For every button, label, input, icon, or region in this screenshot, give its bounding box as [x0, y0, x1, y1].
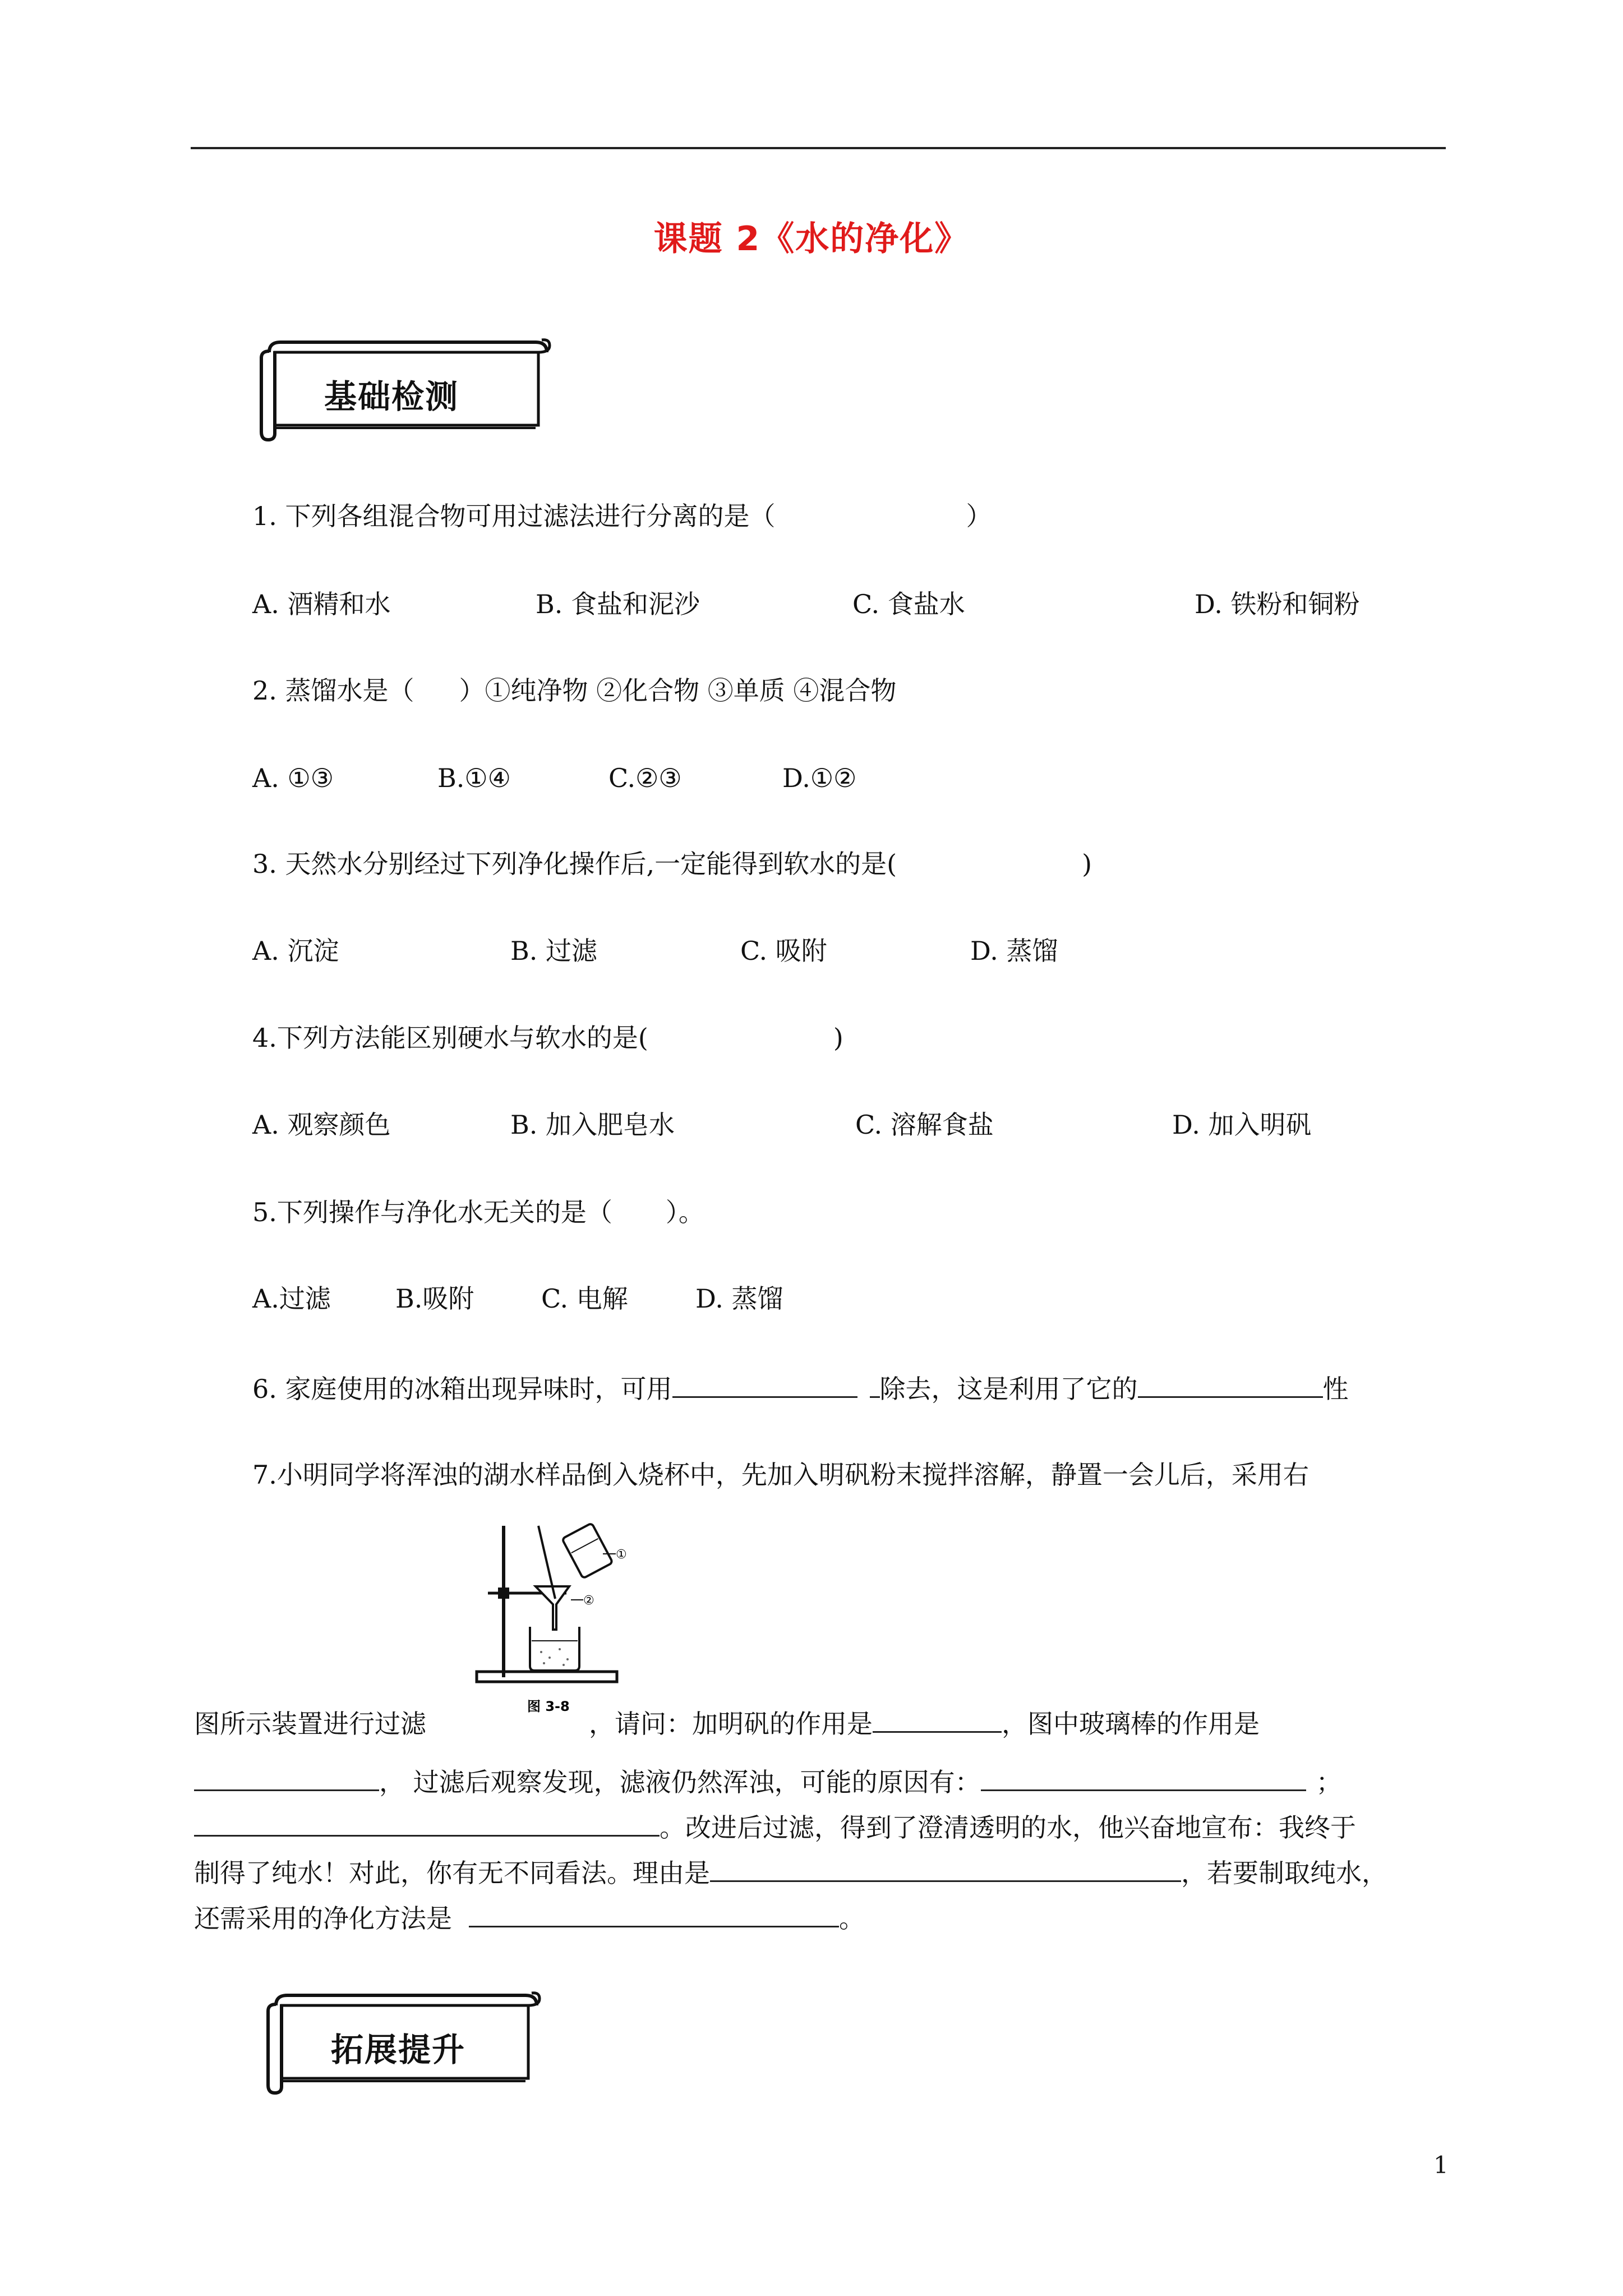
q3-option-c: C. 吸附 [740, 936, 827, 966]
q2-option-a: A. ①③ [252, 763, 334, 793]
q3-option-a: A. 沉淀 [252, 936, 339, 966]
q7-l3b: ； [1316, 1767, 1342, 1797]
question-7-line-3 [194, 1765, 1342, 1798]
q7-l3a: ， 过滤后观察发现，滤液仍然浑浊，可能的原因有： [379, 1767, 981, 1797]
q7-blank-reason-1[interactable] [981, 1765, 1306, 1791]
q2-option-b: B.①④ [437, 763, 511, 793]
question-7-line-1: 7.小明同学将浑浊的湖水样品倒入烧杯中，先加入明矾粉末搅拌溶解，静置一会儿后，采用右 [252, 1460, 1309, 1490]
q7-blank-method[interactable] [469, 1901, 839, 1927]
q7-blank-alum[interactable] [873, 1706, 1002, 1733]
q4-option-c: C. 溶解食盐 [855, 1110, 994, 1140]
banner-label-basic: 基础检测 [324, 378, 459, 416]
q6-part-c: 性 [1322, 1374, 1349, 1404]
section-banner-basic [252, 335, 555, 442]
filtration-apparatus-icon [471, 1515, 628, 1717]
q7-l4: 。改进后过滤，得到了澄清透明的水，他兴奋地宣布：我终于 [660, 1812, 1356, 1843]
q6-blank-2[interactable] [1138, 1372, 1323, 1398]
q6-part-b: 除去，这是利用了它的 [879, 1374, 1138, 1404]
q5-option-b: B.吸附 [395, 1283, 474, 1314]
header-rule [191, 147, 1446, 149]
q4-stem: 4.下列方法能区别硬水与软水的是( [252, 1023, 648, 1053]
q4-option-a: A. 观察颜色 [252, 1110, 391, 1140]
q2-option-c: C.②③ [608, 763, 682, 793]
q6-part-a: 6. 家庭使用的冰箱出现异味时，可用 [252, 1374, 672, 1404]
q7-blank-opinion[interactable] [710, 1856, 1181, 1882]
banner-label-extend: 拓展提升 [331, 2031, 466, 2069]
question-7-line-5 [194, 1856, 1387, 1889]
q1-option-d: D. 铁粉和铜粉 [1195, 589, 1360, 619]
q2-close: ）①纯净物 ②化合物 ③单质 ④混合物 [459, 675, 897, 706]
q6-blank-1[interactable] [672, 1372, 857, 1398]
q1-option-c: C. 食盐水 [852, 589, 965, 619]
q1-option-b: B. 食盐和泥沙 [536, 589, 700, 619]
q1-stem: 1. 下列各组混合物可用过滤法进行分离的是（ [252, 501, 776, 531]
question-7-line-2 [194, 1706, 1260, 1740]
question-4 [252, 1023, 843, 1053]
q1-option-a: A. 酒精和水 [252, 589, 391, 619]
question-7-line-6 [194, 1901, 865, 1934]
fig-mark-2: ② [583, 1594, 594, 1608]
q7-l5a: 制得了纯水！对此，你有无不同看法。理由是 [194, 1858, 710, 1888]
q5-option-a: A.过滤 [252, 1283, 331, 1314]
q5-stem: 5.下列操作与净化水无关的是（ [252, 1197, 612, 1227]
section-banner-extend [259, 1989, 545, 2095]
q3-stem: 3. 天然水分别经过下列净化操作后,一定能得到软水的是( [252, 849, 897, 879]
fig-caption: 图 3-8 [527, 1699, 570, 1714]
q5-option-d: D. 蒸馏 [695, 1283, 783, 1314]
question-7-line-4 [194, 1810, 1356, 1843]
q2-option-d: D.①② [782, 763, 857, 793]
q4-option-d: D. 加入明矾 [1172, 1110, 1312, 1140]
q7-blank-reason-2[interactable] [194, 1810, 660, 1837]
q5-close: ）。 [665, 1197, 704, 1227]
q5-option-c: C. 电解 [541, 1283, 628, 1314]
q7-l2b: ，请问：加明矾的作用是 [589, 1709, 873, 1739]
q1-close: ） [966, 501, 992, 531]
q3-option-b: B. 过滤 [510, 936, 598, 966]
question-5 [252, 1197, 704, 1228]
question-3 [252, 849, 1092, 880]
q7-l2c: ，图中玻璃棒的作用是 [1002, 1709, 1260, 1739]
q7-blank-rod[interactable] [194, 1765, 379, 1791]
q3-close: ) [1082, 849, 1092, 879]
q7-l6b: 。 [839, 1903, 865, 1934]
q7-l6a: 还需采用的净化方法是 [194, 1903, 452, 1934]
q4-option-b: B. 加入肥皂水 [510, 1110, 675, 1140]
question-6 [252, 1372, 1349, 1405]
filtration-figure [471, 1515, 628, 1719]
question-2 [252, 675, 896, 706]
q6-blank-1b [870, 1372, 880, 1398]
page-number: 1 [1433, 2151, 1449, 2179]
q7-l5b: ，若要制取纯水， [1181, 1858, 1387, 1888]
q7-l2a: 图所示装置进行过滤 [194, 1709, 426, 1739]
q4-close: ) [833, 1023, 843, 1053]
question-1 [252, 501, 992, 532]
page-title: 课题 2《水的净化》 [653, 219, 970, 259]
q2-stem: 2. 蒸馏水是（ [252, 675, 414, 706]
fig-mark-1: ① [616, 1548, 627, 1562]
q3-option-d: D. 蒸馏 [970, 936, 1058, 966]
